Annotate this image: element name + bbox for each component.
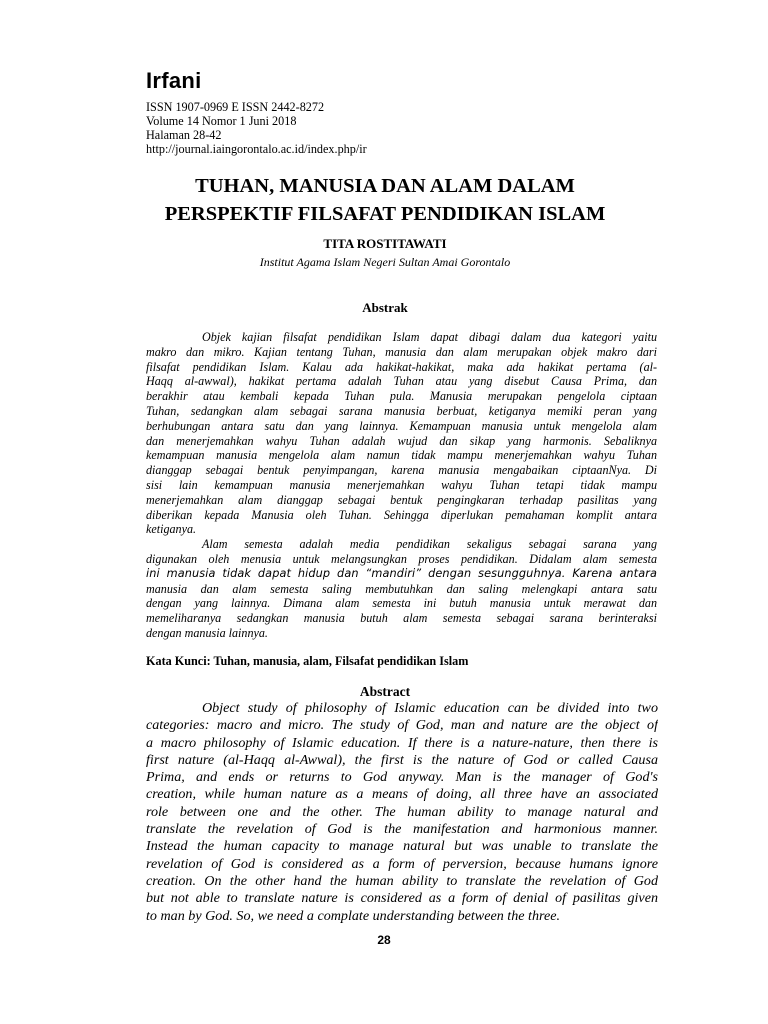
abstrak-line: digunakan oleh menusia untuk melangsungkan proses pendidikan. Didalam alam semesta bbox=[146, 551, 657, 566]
keywords: Kata Kunci: Tuhan, manusia, alam, Filsafat pendidikan Islam bbox=[146, 654, 469, 668]
abstrak-line: sisi lain kemampuan manusia menerjemahkan wahyu Tuhan tetapi tidak mampu bbox=[146, 477, 657, 492]
volume-line: Volume 14 Nomor 1 Juni 2018 bbox=[146, 114, 297, 128]
article-title bbox=[120, 172, 650, 228]
abstrak-line: dengan yang lainnya. Dimana alam semesta ini butuh manusia untuk merawat dan bbox=[146, 596, 657, 611]
journal-name: Irfani bbox=[146, 68, 202, 93]
abstrak-body bbox=[146, 330, 657, 641]
abstrak-line: ketiganya. bbox=[146, 522, 197, 537]
title-line: TUHAN, MANUSIA DAN ALAM DALAM bbox=[195, 175, 575, 197]
abstrak-line: memeliharanya sedangkan manusia butuh alam semesta sebagai sarana berinteraksi bbox=[146, 611, 657, 626]
abstrak-line: Objek kajian filsafat pendidikan Islam dapat dibagi dalam dua kategori yaitu bbox=[202, 330, 657, 344]
journal-meta bbox=[146, 100, 367, 156]
abstract-line: role between one and the other. The human ability to manage natural and bbox=[146, 803, 658, 820]
abstract-line: but not able to translate nature is considered as a form of denial of pasilitas given bbox=[146, 890, 658, 907]
abstrak-line: kemampuan manusia mengelola alam namun tidak mampu menerjemahkan wahyu Tuhan bbox=[146, 448, 657, 463]
abstrak-line: dengan manusia lainnya. bbox=[146, 625, 268, 640]
title-line: PERSPEKTIF FILSAFAT PENDIDIKAN ISLAM bbox=[164, 203, 606, 225]
abstrak-line: diberikan kepada Manusia oleh Tuhan. Sehingga diperlukan pemahaman komplit antara bbox=[146, 507, 657, 522]
abstrak-line: Haqq al-awwal), hakikat pertama adalah Tuhan atau yang disebut Causa Prima, dan bbox=[146, 374, 657, 389]
abstract-line: translate the revelation of God is the manifestation and harmonious manner. bbox=[146, 821, 658, 838]
abstract-line: to man by God. So, we need a complate understanding between the three. bbox=[146, 907, 560, 924]
abstract-line: Prima, and ends or returns to God anyway. Man is the manager of God's bbox=[146, 769, 658, 786]
abstrak-line: Alam semesta adalah media pendidikan sekaligus sebagai sarana yang bbox=[202, 537, 657, 552]
issn-line: ISSN 1907-0969 E ISSN 2442-8272 bbox=[146, 100, 325, 114]
page-number: 28 bbox=[377, 933, 391, 947]
author-affiliation: Institut Agama Islam Negeri Sultan Amai Gorontalo bbox=[259, 255, 511, 269]
abstrak-line: makro dan mikro. Kajian tentang Tuhan, manusia dan alam merupakan objek makro dari bbox=[146, 344, 657, 359]
pages-line: Halaman 28-42 bbox=[146, 128, 222, 142]
abstrak-line: dianggap sebagai bentuk penyimpangan, karena manusia mengabaikan ciptaanNya. Di bbox=[146, 463, 657, 478]
abstrak-line: filsafat pendidikan Islam. Kalau ada hakikat-hakikat, maka ada hakikat pertama (al- bbox=[146, 359, 657, 374]
abstract-line: categories: macro and micro. The study of God, man and nature are the object of bbox=[146, 717, 658, 734]
abstract-line: Instead the human capacity to manage natural but was unable to translate the bbox=[146, 838, 658, 855]
abstrak-line: manusia dan alam semesta saling membutuhkan dan saling melengkapi antara satu bbox=[146, 581, 657, 596]
journal-url: http://journal.iaingorontalo.ac.id/index.php/ir bbox=[146, 142, 367, 156]
abstrak-line: menerjemahkan alam dianggap sebagai bentuk pengingkaran terhadap pasilitas yang bbox=[146, 492, 657, 507]
abstrak-line: Tuhan, sedangkan alam sebagai sarana manusia berbuat, ketiganya memiki peran yang bbox=[146, 403, 657, 418]
abstract-heading: Abstract bbox=[359, 684, 411, 699]
abstrak-heading: Abstrak bbox=[362, 300, 408, 315]
abstract-line: creation. On the other hand the human ability to translate the revelation of God bbox=[146, 872, 658, 889]
abstract-line: a macro philosophy of Islamic education. If there is a nature-nature, then there is bbox=[146, 734, 658, 751]
abstrak-line: ini manusia tidak dapat hidup dan “mandiri” dengan sesungguhnya. Karena antara bbox=[146, 566, 657, 580]
author-name: TITA ROSTITAWATI bbox=[323, 236, 447, 251]
abstrak-line: berhubungan antara satu dan yang lainnya. Kemampuan manusia untuk mengelola alam bbox=[146, 418, 657, 433]
abstract-line: creation, while human nature as a means of doing, all three have an associated bbox=[146, 786, 658, 803]
abstrak-line: dan menerjemahkan wahyu Tuhan adalah wujud dan sikap yang harmonis. Sebaliknya bbox=[146, 433, 657, 448]
abstract-body bbox=[146, 700, 658, 925]
abstract-line: first nature (al-Haqq al-Awwal), the first is the nature of God or called Causa bbox=[146, 751, 658, 768]
abstract-line: revelation of God is considered as a form of perversion, because humans ignore bbox=[146, 855, 658, 872]
abstrak-line: berakhir atau kembali kepada Tuhan pula. Manusia merupakan pengelola ciptaan bbox=[146, 389, 657, 404]
abstract-line: Object study of philosophy of Islamic education can be divided into two bbox=[202, 700, 658, 716]
